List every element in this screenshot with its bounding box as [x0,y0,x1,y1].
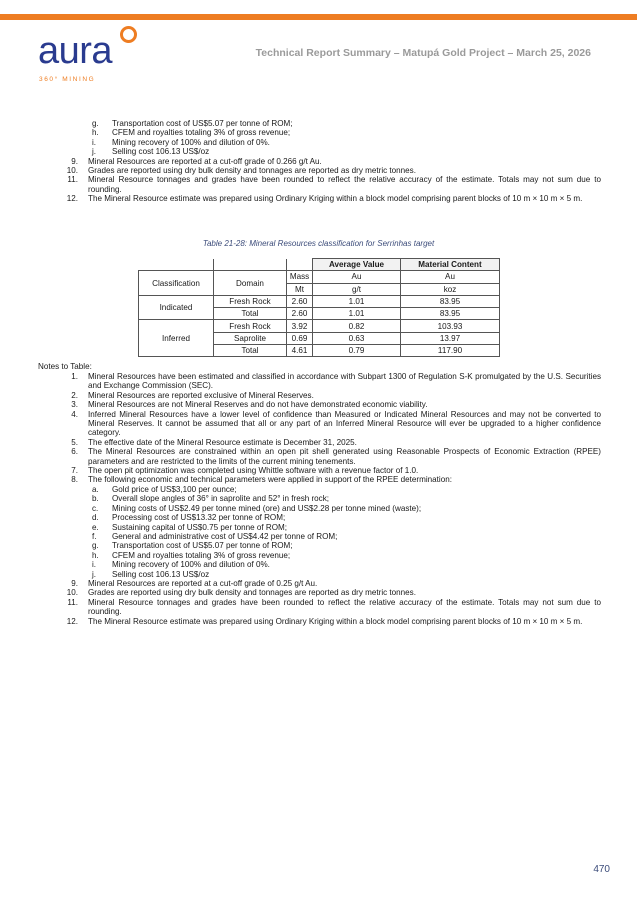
empty-cell [287,259,313,271]
grade-cell: 1.01 [313,308,401,320]
table-row [139,320,500,332]
sub-list-item [56,523,601,532]
list-item-label: h. [92,550,99,560]
header-average-value: Average Value [313,259,401,271]
notes-heading: Notes to Table: [38,362,92,371]
notes-list [56,372,601,626]
domain-cell: Total [214,345,287,357]
list-item-label: 12. [66,194,78,204]
header-classification: Classification [139,271,214,296]
list-item-text: The effective date of the Mineral Resource estimate is December 31, 2025. [88,437,357,447]
list-item-text: The following economic and technical parameters were applied in support of the RPEE determination: [88,475,452,485]
mass-cell: 0.69 [287,332,313,344]
mass-cell: 3.92 [287,320,313,332]
sub-list-item [56,570,601,579]
list-item-text: Grades are reported using dry bulk density and tonnages are reported as dry metric tonnes. [88,588,416,598]
list-item-text: Transportation cost of US$5.07 per tonne of ROM; [112,119,293,128]
list-item-label: 9. [71,156,78,166]
content-cell: 13.97 [401,332,500,344]
list-item [56,598,601,617]
list-item-label: j. [92,569,97,579]
mass-cell: 2.60 [287,308,313,320]
sub-list-item [56,560,601,569]
sub-list-item [56,485,601,494]
logo-ring-icon [120,26,137,43]
sub-list-item [56,513,601,522]
list-item [56,166,601,175]
empty-cell [214,259,287,271]
sub-list-item [56,541,601,550]
list-item-label: 8. [71,475,78,485]
sub-list-item [56,147,601,156]
resources-table [138,258,500,357]
list-item [56,400,601,409]
list-item-text: General and administrative cost of US$4.42 per tonne of ROM; [112,531,338,541]
list-item-label: i. [92,560,97,570]
unit-grade: g/t [313,283,401,295]
list-item-label: 6. [71,447,78,457]
company-logo [38,26,148,86]
list-item-text: The Mineral Resource estimate was prepared using Ordinary Kriging within a block model comprising parent blocks of 10 m × 10 m × 5 m. [88,194,583,204]
domain-cell: Fresh Rock [214,320,287,332]
list-item-label: j. [92,147,97,157]
logo-wordmark: aura [38,30,113,72]
list-item [56,447,601,466]
list-item [56,588,601,597]
list-item-text: Mineral Resources have been estimated and classified in accordance with Subpart 1300 of Regulation S-K promulgated by the U.S. Securities and Exchange Commission (SEC). [88,372,601,391]
list-item-label: 11. [67,175,78,185]
list-item-label: d. [92,513,99,523]
list-item-text: Overall slope angles of 36° in saprolite and 52° in fresh rock; [112,494,330,504]
header-au-content: Au [401,271,500,283]
list-item [56,475,601,484]
list-item-label: f. [92,531,97,541]
list-item-label: g. [92,119,99,128]
report-title: Technical Report Summary – Matupá Gold Project – March 25, 2026 [255,47,591,59]
list-item-text: Mining recovery of 100% and dilution of 0%. [112,137,270,147]
list-item-text: Mineral Resources are not Mineral Reserves and do not have demonstrated economic viability. [88,400,428,410]
list-item [56,194,601,203]
list-item-label: 12. [66,616,78,626]
list-item [56,466,601,475]
list-item-text: Mining recovery of 100% and dilution of 0%. [112,560,270,570]
list-item-text: Processing cost of US$13.32 per tonne of ROM; [112,513,286,523]
list-item-label: c. [92,503,99,513]
table-caption: Table 21-28: Mineral Resources classification for Serrinhas target [202,239,435,248]
list-item-text: Mineral Resources are reported at a cut-off grade of 0.25 g/t Au. [88,578,318,588]
list-item-text: Mineral Resource tonnages and grades have been rounded to reflect the relative accuracy of the estimate. Totals may not sum due to rounding. [88,175,601,194]
domain-cell: Fresh Rock [214,295,287,307]
sub-list-item [56,494,601,503]
list-item [56,391,601,400]
list-item-label: 7. [71,466,78,476]
list-item-label: 5. [71,437,78,447]
table-row [139,295,500,307]
list-item-text: Mining costs of US$2.49 per tonne mined (ore) and US$2.28 per tonne mined (waste); [112,503,422,513]
logo-tagline: 360° MINING [39,76,96,83]
grade-cell: 1.01 [313,295,401,307]
table-header-row-2 [139,271,500,283]
page-number: 470 [593,864,610,875]
header-mass: Mass [287,271,313,283]
grade-cell: 0.79 [313,345,401,357]
list-item-text: Transportation cost of US$5.07 per tonne of ROM; [112,541,293,551]
list-item-label: b. [92,494,99,504]
list-item-text: Mineral Resources are reported exclusive of Mineral Reserves. [88,390,314,400]
list-item-label: 10. [66,588,78,598]
list-item-label: 10. [66,166,78,176]
list-item-text: Mineral Resources are reported at a cut-off grade of 0.266 g/t Au. [88,156,322,166]
list-item-text: The open pit optimization was completed using Whittle software with a revenue factor of 1.0. [88,466,419,476]
class-inferred: Inferred [139,320,214,357]
empty-cell [139,259,214,271]
content-cell: 83.95 [401,295,500,307]
sub-list-item [56,128,601,137]
list-item-text: The Mineral Resources are constrained within an open pit shell generated using Reasonable Prospects of Economic Extraction (RPEE) parameters and are restricted to the limits of the current mining tenements. [88,447,601,466]
list-item-label: 4. [71,409,78,419]
list-item-text: CFEM and royalties totaling 3% of gross revenue; [112,128,291,138]
list-item-text: Selling cost 106.13 US$/oz [112,147,210,157]
list-item [56,175,601,194]
grade-cell: 0.82 [313,320,401,332]
list-item-text: Gold price of US$3,100 per ounce; [112,484,237,494]
list-item-text: Sustaining capital of US$0.75 per tonne of ROM; [112,522,288,532]
list-item [56,410,601,438]
table-header-row-1 [139,259,500,271]
list-item-label: g. [92,541,99,551]
previous-notes-list [56,119,601,204]
list-item-label: 9. [71,578,78,588]
list-item-label: i. [92,137,97,147]
list-item-text: Mineral Resource tonnages and grades have been rounded to reflect the relative accuracy of the estimate. Totals may not sum due to rounding. [88,597,601,617]
domain-cell: Total [214,308,287,320]
list-item-text: The Mineral Resource estimate was prepared using Ordinary Kriging within a block model comprising parent blocks of 10 m × 10 m × 5 m. [88,616,583,626]
class-indicated: Indicated [139,295,214,320]
list-item-label: 3. [71,400,78,410]
list-item-text: Grades are reported using dry bulk density and tonnages are reported as dry metric tonnes. [88,166,416,176]
list-item [56,579,601,588]
list-item [56,157,601,166]
content-cell: 83.95 [401,308,500,320]
list-item-label: 2. [71,390,78,400]
header-material-content: Material Content [401,259,500,271]
unit-content: koz [401,283,500,295]
content-cell: 117.90 [401,345,500,357]
list-item-text: Inferred Mineral Resources have a lower level of confidence than Measured or Indicated Mineral Resources and may not be converted to Mineral Reserves. It cannot be assumed that all or any part of an Inferred Mineral Resource will ever be upgraded to a higher confidence category. [88,409,601,438]
unit-mass: Mt [287,283,313,295]
list-item [56,438,601,447]
list-item-label: 11. [67,597,78,607]
list-item-label: a. [92,484,99,494]
grade-cell: 0.63 [313,332,401,344]
sub-list-item [56,119,601,128]
list-item-label: 1. [71,372,78,381]
sub-list-item [56,532,601,541]
content-cell: 103.93 [401,320,500,332]
list-item-label: e. [92,522,99,532]
sub-list-item [56,551,601,560]
list-item [56,617,601,626]
list-item-text: Selling cost 106.13 US$/oz [112,569,210,579]
sub-list-item [56,504,601,513]
mass-cell: 4.61 [287,345,313,357]
list-item-label: h. [92,128,99,138]
header-domain: Domain [214,271,287,296]
domain-cell: Saprolite [214,332,287,344]
list-item-text: CFEM and royalties totaling 3% of gross revenue; [112,550,291,560]
mass-cell: 2.60 [287,295,313,307]
list-item [56,372,601,391]
header-accent-bar [0,14,637,20]
header-au-grade: Au [313,271,401,283]
sub-list-item [56,138,601,147]
